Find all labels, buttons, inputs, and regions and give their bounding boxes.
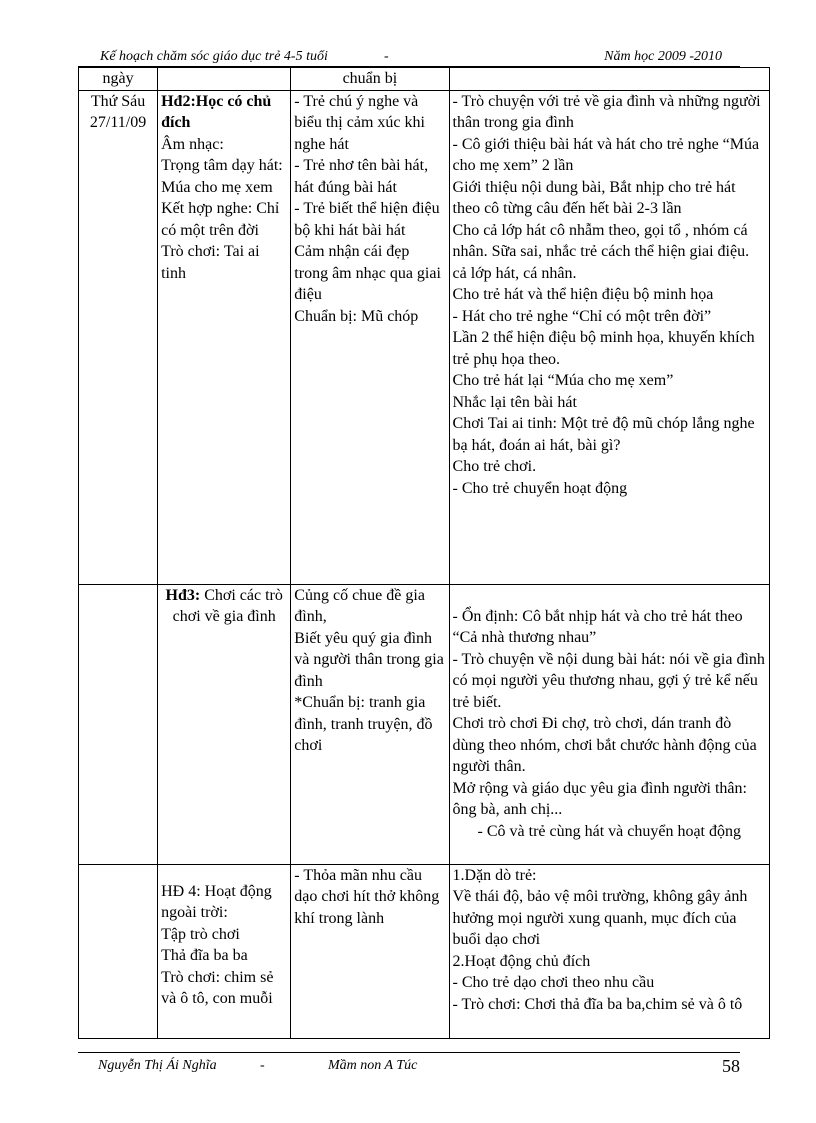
process-line: Nhắc lại tên bài hát <box>452 393 577 411</box>
header-dash: - <box>384 49 389 64</box>
day-cell-empty <box>79 864 158 1038</box>
process-line: - Trò chuyện về nội dung bài hát: nói về gia đình có mọi người yêu thương nhau, gợi ý trẻ kể nếu trẻ biết. <box>452 650 765 711</box>
day-cell <box>79 90 158 584</box>
process-line: Cho cả lớp hát cô nhẫm theo, gọi tổ , nhóm cá nhân. Sữa sai, nhắc trẻ cách thể hiện giai điệu. cả lớp hát, cá nhân. <box>452 221 750 282</box>
activity-line: Tập trò chơi <box>161 925 240 943</box>
page-number: 58 <box>722 1056 740 1076</box>
cell-day-header: ngày <box>79 68 158 91</box>
goals-cell <box>291 864 449 1038</box>
goal-line: - Trẻ chú ý nghe và biểu thị cảm xúc khi nghe hát <box>294 92 425 153</box>
table-row <box>79 68 770 91</box>
process-cell <box>449 584 769 864</box>
table-row <box>79 90 770 584</box>
activity-line: Thả đĩa ba ba <box>161 947 248 964</box>
process-line: - Trò chơi: Chơi thả đĩa ba ba,chim sẻ và ô tô <box>452 995 743 1013</box>
process-line: Giới thiệu nội dung bài, Bắt nhịp cho trẻ hát theo cô từng câu đến hết bài 2-3 lần <box>452 178 736 217</box>
process-line: Về thái độ, bảo vệ môi trường, không gây ảnh hưởng mọi người xung quanh, mục đích của buổi dạo chơi <box>452 888 748 948</box>
process-line: - Cho trẻ chuyển hoạt động <box>452 479 628 497</box>
header-school-year: Năm học 2009 -2010 <box>604 49 722 64</box>
process-line: 2.Hoạt động chủ đích <box>452 952 591 970</box>
activity-cell <box>158 584 291 864</box>
goal-line: Biết yêu quý gia đình và người thân trong gia đình <box>294 629 444 690</box>
footer-dash: - <box>260 1058 265 1073</box>
activity-text: Chơi các trò chơi về gia đình <box>172 586 283 625</box>
goal-line: Củng cố chue đề gia đình, <box>294 586 425 625</box>
activity-line: Âm nhạc: <box>161 135 224 153</box>
process-line: Mở rộng và giáo dục yêu gia đình người thân: ông bà, anh chị... <box>452 779 747 818</box>
process-line: 1.Dặn dò trẻ: <box>452 866 537 884</box>
cell-empty <box>158 68 291 91</box>
activity-line: Trò chơi: Tai ai tinh <box>161 243 260 282</box>
page-header <box>78 47 738 67</box>
process-line: Cho trẻ hát và thể hiện điệu bộ minh họa <box>452 286 714 303</box>
process-cell <box>449 90 769 584</box>
goal-line: Chuẩn bị: Mũ chóp <box>294 307 419 325</box>
footer-author: Nguyễn Thị Ái Nghĩa <box>98 1058 217 1073</box>
activity-cell <box>158 90 291 584</box>
process-line: - Ổn định: Cô bắt nhịp hát và cho trẻ hát theo “Cả nhà thương nhau” <box>452 607 743 646</box>
process-line: - Hát cho trẻ nghe “Chỉ có một trên đời” <box>452 307 712 325</box>
table-row <box>79 584 770 864</box>
footer-school: Mầm non A Túc <box>328 1058 418 1073</box>
goal-line: - Trẻ nhơ tên bài hát, hát đúng bài hát <box>294 157 429 196</box>
cell-prep-header: chuẩn bị <box>291 68 449 91</box>
goal-line: *Chuẩn bị: tranh gia đình, tranh truyện, đồ chơi <box>294 694 433 754</box>
process-line: - Cô và trẻ cùng hát và chuyển hoạt động <box>477 822 741 840</box>
process-line: - Trò chuyện với trẻ về gia đình và những người thân trong gia đình <box>452 92 761 131</box>
lesson-plan-table <box>78 67 770 1039</box>
table-row <box>79 864 770 1038</box>
process-line: Chơi Tai ai tinh: Một trẻ độ mũ chóp lắng nghe bạ hát, đoán ai hát, bài gì? <box>452 415 755 454</box>
activity-code: Hđ3: <box>165 586 201 604</box>
process-line: Cho trẻ hát lại “Múa cho mẹ xem” <box>452 372 674 389</box>
activity-line: Trò chơi: chim sẻ và ô tô, con muỗi <box>161 968 274 1007</box>
day-date: 27/11/09 <box>89 114 147 131</box>
cell-empty <box>449 68 769 91</box>
day-name: Thứ Sáu <box>90 92 146 110</box>
process-line: Chơi trò chơi Đi chợ, trò chơi, dán tranh đò dùng theo nhóm, chơi bắt chước hành động của người thân. <box>452 715 757 775</box>
day-cell-empty <box>79 584 158 864</box>
activity-line: HĐ 4: Hoạt động ngoài trời: <box>161 882 272 921</box>
activity-line: Trọng tâm dạy hát: Múa cho mẹ xem <box>161 157 283 196</box>
process-line: - Cô giới thiệu bài hát và hát cho trẻ nghe “Múa cho mẹ xem” 2 lần <box>452 135 760 174</box>
process-cell <box>449 864 769 1038</box>
goals-cell <box>291 90 449 584</box>
activity-line: Kết hợp nghe: Chỉ có một trên đời <box>161 200 280 239</box>
goal-line: - Thỏa mãn nhu cầu dạo chơi hít thở không khí trong lành <box>294 866 440 927</box>
process-line: - Cho trẻ dạo chơi theo nhu cầu <box>452 974 655 991</box>
goal-line: - Trẻ biết thể hiện điệu bộ khi hát bài hát <box>294 200 440 239</box>
activity-title: Hđ2:Học có chủ đích <box>161 92 272 131</box>
goal-line: Cảm nhận cái đẹp trong âm nhạc qua giai điệu <box>294 243 441 303</box>
activity-cell <box>158 864 291 1038</box>
process-line: Cho trẻ chơi. <box>452 458 537 475</box>
footer-rule <box>78 1052 740 1053</box>
header-title: Kế hoạch chăm sóc giáo dục trẻ 4-5 tuổi <box>100 49 328 64</box>
process-line: Lần 2 thể hiện điệu bộ minh họa, khuyến khích trẻ phụ họa theo. <box>452 329 755 368</box>
goals-cell <box>291 584 449 864</box>
